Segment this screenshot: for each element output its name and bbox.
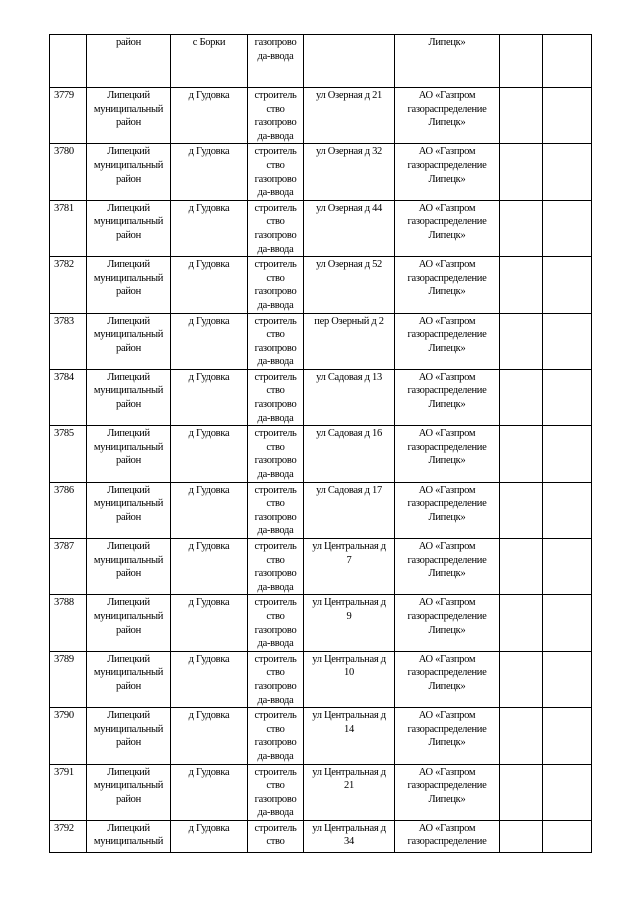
- empty-cell: [543, 482, 592, 538]
- empty-cell: [543, 369, 592, 425]
- address-cell: ул Центральная д 10: [304, 651, 395, 707]
- district-cell: Липецкий муниципальный район: [87, 369, 171, 425]
- settlement-cell: д Гудовка: [171, 539, 248, 595]
- organization-cell: АО «Газпром газораспределение Липецк»: [395, 482, 500, 538]
- empty-cell: [500, 651, 543, 707]
- district-cell: Липецкий муниципальный район: [87, 200, 171, 256]
- empty-cell: [543, 313, 592, 369]
- work-type-cell: строитель ство газопрово да-ввода: [248, 482, 304, 538]
- table-row: [50, 35, 592, 88]
- row-number: 3783: [50, 313, 87, 369]
- row-number: 3792: [50, 820, 87, 852]
- address-cell: ул Озерная д 21: [304, 88, 395, 144]
- address-cell: ул Озерная д 32: [304, 144, 395, 200]
- work-type-cell: строитель ство газопрово да-ввода: [248, 708, 304, 764]
- work-type-cell: газопрово да-ввода: [248, 35, 304, 88]
- empty-cell: [543, 820, 592, 852]
- empty-cell: [500, 764, 543, 820]
- organization-cell: АО «Газпром газораспределение Липецк»: [395, 88, 500, 144]
- district-cell: Липецкий муниципальный район: [87, 313, 171, 369]
- organization-cell: АО «Газпром газораспределение Липецк»: [395, 539, 500, 595]
- empty-cell: [543, 764, 592, 820]
- work-type-cell: строитель ство газопрово да-ввода: [248, 651, 304, 707]
- work-type-cell: строитель ство газопрово да-ввода: [248, 764, 304, 820]
- empty-cell: [543, 539, 592, 595]
- row-number: 3780: [50, 144, 87, 200]
- empty-cell: [500, 595, 543, 651]
- settlement-cell: д Гудовка: [171, 482, 248, 538]
- district-cell: Липецкий муниципальный район: [87, 764, 171, 820]
- address-cell: ул Озерная д 52: [304, 257, 395, 313]
- district-cell: Липецкий муниципальный район: [87, 651, 171, 707]
- district-cell: Липецкий муниципальный: [87, 820, 171, 852]
- table-body: [50, 35, 592, 853]
- settlement-cell: д Гудовка: [171, 369, 248, 425]
- address-cell: ул Центральная д 9: [304, 595, 395, 651]
- work-type-cell: строитель ство газопрово да-ввода: [248, 595, 304, 651]
- table-row: [50, 200, 592, 256]
- empty-cell: [500, 426, 543, 482]
- table-row: [50, 820, 592, 852]
- address-cell: ул Садовая д 16: [304, 426, 395, 482]
- table-row: [50, 88, 592, 144]
- settlement-cell: д Гудовка: [171, 708, 248, 764]
- settlement-cell: д Гудовка: [171, 820, 248, 852]
- row-number: 3788: [50, 595, 87, 651]
- district-cell: Липецкий муниципальный район: [87, 88, 171, 144]
- empty-cell: [543, 200, 592, 256]
- organization-cell: АО «Газпром газораспределение Липецк»: [395, 144, 500, 200]
- district-cell: Липецкий муниципальный район: [87, 144, 171, 200]
- organization-cell: АО «Газпром газораспределение Липецк»: [395, 426, 500, 482]
- work-type-cell: строитель ство газопрово да-ввода: [248, 426, 304, 482]
- empty-cell: [500, 200, 543, 256]
- empty-cell: [500, 369, 543, 425]
- organization-cell: АО «Газпром газораспределение Липецк»: [395, 651, 500, 707]
- table-row: [50, 257, 592, 313]
- organization-cell: Липецк»: [395, 35, 500, 88]
- empty-cell: [543, 651, 592, 707]
- empty-cell: [500, 539, 543, 595]
- work-type-cell: строитель ство газопрово да-ввода: [248, 257, 304, 313]
- organization-cell: АО «Газпром газораспределение Липецк»: [395, 257, 500, 313]
- address-cell: ул Садовая д 13: [304, 369, 395, 425]
- address-cell: ул Садовая д 17: [304, 482, 395, 538]
- work-type-cell: строитель ство газопрово да-ввода: [248, 144, 304, 200]
- address-register-table: [49, 34, 592, 853]
- address-cell: ул Центральная д 34: [304, 820, 395, 852]
- district-cell: Липецкий муниципальный район: [87, 426, 171, 482]
- address-cell: [304, 35, 395, 88]
- table-row: [50, 426, 592, 482]
- empty-cell: [543, 257, 592, 313]
- table-row: [50, 651, 592, 707]
- district-cell: Липецкий муниципальный район: [87, 539, 171, 595]
- settlement-cell: д Гудовка: [171, 651, 248, 707]
- row-number: 3784: [50, 369, 87, 425]
- table-row: [50, 595, 592, 651]
- table-row: [50, 708, 592, 764]
- organization-cell: АО «Газпром газораспределение Липецк»: [395, 708, 500, 764]
- row-number: 3789: [50, 651, 87, 707]
- address-cell: ул Центральная д 7: [304, 539, 395, 595]
- empty-cell: [543, 35, 592, 88]
- organization-cell: АО «Газпром газораспределение Липецк»: [395, 595, 500, 651]
- district-cell: Липецкий муниципальный район: [87, 708, 171, 764]
- settlement-cell: д Гудовка: [171, 764, 248, 820]
- row-number: 3782: [50, 257, 87, 313]
- address-cell: ул Озерная д 44: [304, 200, 395, 256]
- empty-cell: [500, 144, 543, 200]
- empty-cell: [543, 708, 592, 764]
- settlement-cell: д Гудовка: [171, 88, 248, 144]
- work-type-cell: строитель ство газопрово да-ввода: [248, 369, 304, 425]
- table-row: [50, 313, 592, 369]
- organization-cell: АО «Газпром газораспределение Липецк»: [395, 200, 500, 256]
- organization-cell: АО «Газпром газораспределение Липецк»: [395, 313, 500, 369]
- empty-cell: [500, 88, 543, 144]
- district-cell: Липецкий муниципальный район: [87, 257, 171, 313]
- address-cell: ул Центральная д 14: [304, 708, 395, 764]
- work-type-cell: строитель ство газопрово да-ввода: [248, 313, 304, 369]
- empty-cell: [500, 708, 543, 764]
- district-cell: район: [87, 35, 171, 88]
- work-type-cell: строитель ство газопрово да-ввода: [248, 539, 304, 595]
- empty-cell: [543, 88, 592, 144]
- address-cell: ул Центральная д 21: [304, 764, 395, 820]
- row-number: [50, 35, 87, 88]
- settlement-cell: д Гудовка: [171, 595, 248, 651]
- row-number: 3786: [50, 482, 87, 538]
- organization-cell: АО «Газпром газораспределение: [395, 820, 500, 852]
- table-row: [50, 539, 592, 595]
- work-type-cell: строитель ство: [248, 820, 304, 852]
- organization-cell: АО «Газпром газораспределение Липецк»: [395, 369, 500, 425]
- address-cell: пер Озерный д 2: [304, 313, 395, 369]
- empty-cell: [500, 820, 543, 852]
- table-row: [50, 144, 592, 200]
- settlement-cell: д Гудовка: [171, 200, 248, 256]
- row-number: 3791: [50, 764, 87, 820]
- empty-cell: [500, 35, 543, 88]
- settlement-cell: с Борки: [171, 35, 248, 88]
- table-row: [50, 482, 592, 538]
- row-number: 3785: [50, 426, 87, 482]
- table-row: [50, 764, 592, 820]
- district-cell: Липецкий муниципальный район: [87, 482, 171, 538]
- empty-cell: [500, 482, 543, 538]
- work-type-cell: строитель ство газопрово да-ввода: [248, 88, 304, 144]
- empty-cell: [543, 595, 592, 651]
- settlement-cell: д Гудовка: [171, 426, 248, 482]
- row-number: 3781: [50, 200, 87, 256]
- empty-cell: [543, 144, 592, 200]
- organization-cell: АО «Газпром газораспределение Липецк»: [395, 764, 500, 820]
- settlement-cell: д Гудовка: [171, 257, 248, 313]
- settlement-cell: д Гудовка: [171, 144, 248, 200]
- empty-cell: [500, 313, 543, 369]
- row-number: 3790: [50, 708, 87, 764]
- empty-cell: [543, 426, 592, 482]
- empty-cell: [500, 257, 543, 313]
- row-number: 3787: [50, 539, 87, 595]
- settlement-cell: д Гудовка: [171, 313, 248, 369]
- district-cell: Липецкий муниципальный район: [87, 595, 171, 651]
- work-type-cell: строитель ство газопрово да-ввода: [248, 200, 304, 256]
- row-number: 3779: [50, 88, 87, 144]
- table-row: [50, 369, 592, 425]
